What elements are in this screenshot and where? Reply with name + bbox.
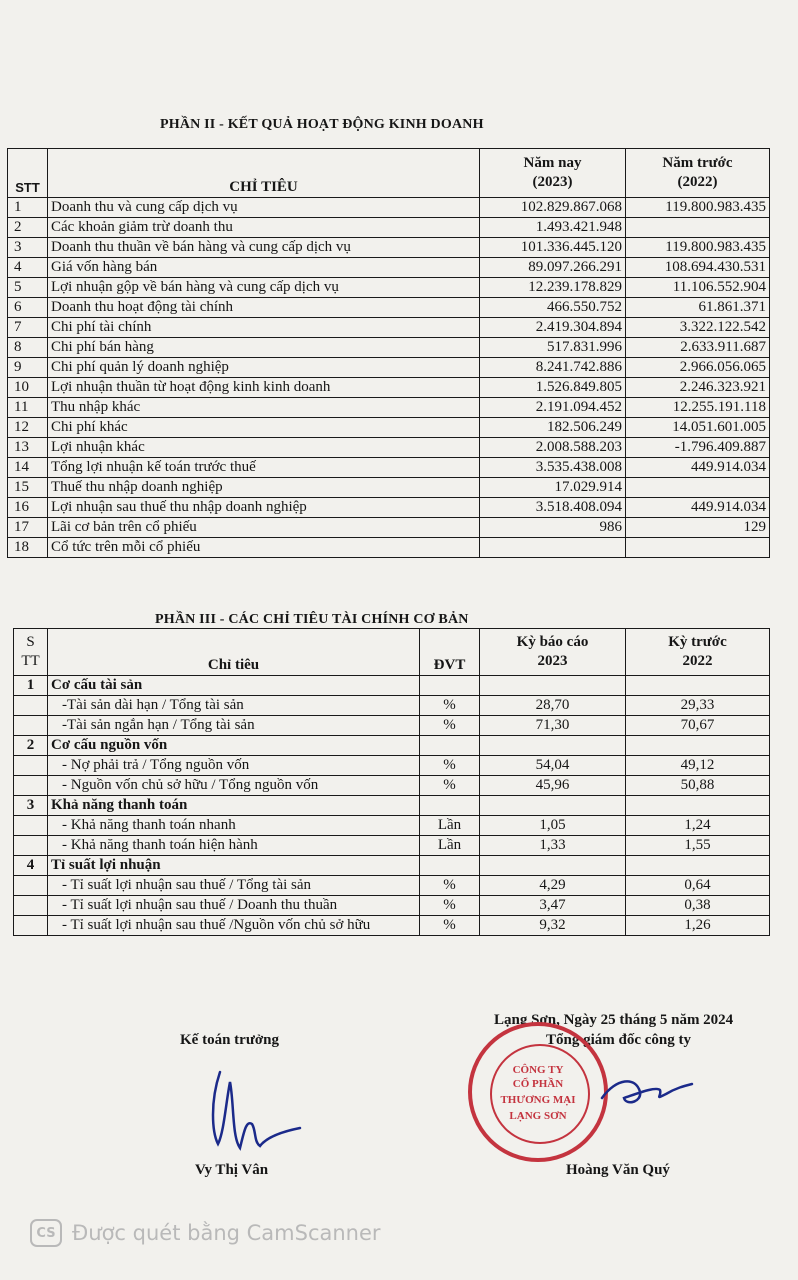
row-value-2022: 14.051.601.005	[626, 418, 770, 438]
row-value-2023	[480, 736, 626, 756]
row-stt: 1	[8, 198, 48, 218]
row-stt	[14, 756, 48, 776]
row-unit: %	[420, 696, 480, 716]
part3-header-ky-truoc-year: 2022	[682, 653, 713, 669]
part3-table-body	[14, 676, 770, 936]
row-value-2022	[626, 796, 770, 816]
row-stt: 12	[8, 418, 48, 438]
row-value-2022: 0,38	[626, 896, 770, 916]
row-stt: 18	[8, 538, 48, 558]
row-stt: 16	[8, 498, 48, 518]
row-stt: 17	[8, 518, 48, 538]
part2-header-nam-nay-year: (2023)	[532, 174, 573, 190]
part2-header-nam-truoc	[626, 149, 770, 198]
row-unit	[420, 856, 480, 876]
row-stt: 5	[8, 278, 48, 298]
row-value-2023: 1.493.421.948	[480, 218, 626, 238]
row-stt: 3	[8, 238, 48, 258]
camscanner-text: Được quét bằng CamScanner	[72, 1221, 381, 1245]
part2-table	[7, 148, 770, 558]
row-value-2022: 119.800.983.435	[626, 238, 770, 258]
row-label: Doanh thu thuần về bán hàng và cung cấp dịch vụ	[48, 238, 480, 258]
part3-header-ky-bao-cao	[480, 629, 626, 676]
table-row	[8, 318, 770, 338]
camscanner-logo-icon: CS	[30, 1219, 62, 1247]
row-value-2023: 12.239.178.829	[480, 278, 626, 298]
row-label: Khả năng thanh toán	[48, 796, 420, 816]
row-unit: Lần	[420, 836, 480, 856]
table-row	[14, 916, 770, 936]
row-label: Chi phí khác	[48, 418, 480, 438]
row-label: -Tài sản dài hạn / Tổng tài sản	[48, 696, 420, 716]
row-label: Doanh thu và cung cấp dịch vụ	[48, 198, 480, 218]
part3-header-ky-bao-cao-year: 2023	[537, 653, 568, 669]
row-value-2023: 28,70	[480, 696, 626, 716]
part3-header-ky-bao-cao-label: Kỳ báo cáo	[516, 634, 589, 650]
table-row	[14, 736, 770, 756]
row-label: - Nợ phải trả / Tổng nguồn vốn	[48, 756, 420, 776]
row-stt: 7	[8, 318, 48, 338]
row-stt	[14, 696, 48, 716]
row-value-2023: 1,05	[480, 816, 626, 836]
camscanner-watermark	[30, 1218, 381, 1248]
table-row	[14, 696, 770, 716]
row-value-2022: 11.106.552.904	[626, 278, 770, 298]
row-label: -Tài sản ngắn hạn / Tổng tài sản	[48, 716, 420, 736]
table-row	[14, 676, 770, 696]
row-unit: %	[420, 776, 480, 796]
row-unit	[420, 796, 480, 816]
row-label: Giá vốn hàng bán	[48, 258, 480, 278]
part2-header-stt: STT	[8, 149, 48, 198]
row-stt: 14	[8, 458, 48, 478]
row-value-2022: 449.914.034	[626, 458, 770, 478]
chief-accountant-title: Kế toán trưởng	[180, 1032, 279, 1048]
row-label: Lợi nhuận khác	[48, 438, 480, 458]
row-value-2023: 4,29	[480, 876, 626, 896]
row-value-2022	[626, 478, 770, 498]
row-stt: 15	[8, 478, 48, 498]
row-unit: %	[420, 716, 480, 736]
row-value-2023: 1.526.849.805	[480, 378, 626, 398]
row-label: Thuế thu nhập doanh nghiệp	[48, 478, 480, 498]
table-row	[14, 816, 770, 836]
row-stt: 2	[8, 218, 48, 238]
table-row	[14, 856, 770, 876]
row-stt: 6	[8, 298, 48, 318]
table-row	[8, 398, 770, 418]
table-row	[8, 298, 770, 318]
part3-table	[13, 628, 770, 936]
row-value-2023: 2.008.588.203	[480, 438, 626, 458]
row-label: - Khả năng thanh toán hiện hành	[48, 836, 420, 856]
part3-header-stt-line1: S	[26, 634, 35, 650]
row-value-2023	[480, 856, 626, 876]
table-row	[8, 518, 770, 538]
part2-table-body	[8, 198, 770, 558]
row-label: - Khả năng thanh toán nhanh	[48, 816, 420, 836]
row-value-2023	[480, 676, 626, 696]
row-unit	[420, 736, 480, 756]
row-value-2022: 61.861.371	[626, 298, 770, 318]
chief-accountant-name: Vy Thị Vân	[195, 1162, 269, 1178]
part2-title: PHẦN II - KẾT QUẢ HOẠT ĐỘNG KINH DOANH	[160, 117, 484, 132]
row-value-2022: 70,67	[626, 716, 770, 736]
row-value-2022: 1,26	[626, 916, 770, 936]
table-row	[8, 418, 770, 438]
part3-header-chi-tieu: Chỉ tiêu	[48, 629, 420, 676]
row-unit: %	[420, 896, 480, 916]
row-value-2022	[626, 856, 770, 876]
row-stt: 11	[8, 398, 48, 418]
row-value-2022: 2.633.911.687	[626, 338, 770, 358]
row-value-2023: 466.550.752	[480, 298, 626, 318]
row-label: Chi phí quản lý doanh nghiệp	[48, 358, 480, 378]
row-stt	[14, 836, 48, 856]
part2-header-nam-truoc-label: Năm trước	[662, 155, 733, 171]
table-row	[8, 498, 770, 518]
row-value-2022: 1,24	[626, 816, 770, 836]
row-value-2023: 1,33	[480, 836, 626, 856]
row-label: - Tỉ suất lợi nhuận sau thuế /Nguồn vốn chủ sở hữu	[48, 916, 420, 936]
row-label: - Tỉ suất lợi nhuận sau thuế / Tổng tài sản	[48, 876, 420, 896]
part2-header-chi-tieu: CHỈ TIÊU	[48, 149, 480, 198]
row-label: Cơ cấu nguồn vốn	[48, 736, 420, 756]
row-value-2022: 108.694.430.531	[626, 258, 770, 278]
signature-left-icon	[200, 1062, 310, 1157]
part3-header-stt	[14, 629, 48, 676]
table-row	[8, 278, 770, 298]
row-unit: %	[420, 756, 480, 776]
table-row	[8, 458, 770, 478]
row-value-2022	[626, 538, 770, 558]
row-value-2022: 29,33	[626, 696, 770, 716]
part2-header-nam-truoc-year: (2022)	[677, 174, 718, 190]
row-label: Tổng lợi nhuận kế toán trước thuế	[48, 458, 480, 478]
row-value-2023: 54,04	[480, 756, 626, 776]
row-value-2022: 449.914.034	[626, 498, 770, 518]
row-unit: Lần	[420, 816, 480, 836]
part3-title: PHẦN III - CÁC CHỈ TIÊU TÀI CHÍNH CƠ BẢN	[155, 612, 469, 627]
part3-header-ky-truoc-label: Kỳ trước	[668, 634, 727, 650]
row-value-2022: 2.246.323.921	[626, 378, 770, 398]
row-label: Tỉ suất lợi nhuận	[48, 856, 420, 876]
row-value-2023	[480, 538, 626, 558]
row-value-2022: 129	[626, 518, 770, 538]
row-value-2023: 9,32	[480, 916, 626, 936]
row-value-2023: 517.831.996	[480, 338, 626, 358]
stamp-line1: CÔNG TY	[512, 1064, 564, 1076]
director-name: Hoàng Văn Quý	[566, 1162, 670, 1178]
part2-header-nam-nay	[480, 149, 626, 198]
row-value-2022: 3.322.122.542	[626, 318, 770, 338]
company-stamp	[468, 1022, 608, 1162]
table-row	[8, 218, 770, 238]
row-label: Cổ tức trên mỗi cổ phiếu	[48, 538, 480, 558]
row-value-2022	[626, 676, 770, 696]
row-stt	[14, 916, 48, 936]
part3-header-stt-line2: TT	[21, 653, 40, 669]
row-unit	[420, 676, 480, 696]
row-value-2022	[626, 736, 770, 756]
row-value-2022: 119.800.983.435	[626, 198, 770, 218]
row-value-2022: -1.796.409.887	[626, 438, 770, 458]
row-value-2023: 2.419.304.894	[480, 318, 626, 338]
row-stt: 8	[8, 338, 48, 358]
row-value-2022: 0,64	[626, 876, 770, 896]
part2-header-row	[8, 149, 770, 198]
row-value-2023: 3,47	[480, 896, 626, 916]
table-row	[8, 438, 770, 458]
row-value-2023: 182.506.249	[480, 418, 626, 438]
table-row	[8, 258, 770, 278]
table-row	[8, 238, 770, 258]
row-stt: 13	[8, 438, 48, 458]
row-label: Các khoản giảm trừ doanh thu	[48, 218, 480, 238]
table-row	[8, 478, 770, 498]
row-value-2023: 45,96	[480, 776, 626, 796]
table-row	[14, 876, 770, 896]
row-stt: 2	[14, 736, 48, 756]
place-date: Lạng Sơn, Ngày 25 tháng 5 năm 2024	[494, 1012, 734, 1028]
row-label: Lãi cơ bản trên cổ phiếu	[48, 518, 480, 538]
row-stt	[14, 876, 48, 896]
row-label: Lợi nhuận thuần từ hoạt động kinh kinh doanh	[48, 378, 480, 398]
row-stt: 3	[14, 796, 48, 816]
row-stt: 1	[14, 676, 48, 696]
table-row	[8, 378, 770, 398]
row-value-2023: 71,30	[480, 716, 626, 736]
stamp-line2: CỔ PHẦN	[512, 1078, 564, 1090]
row-stt: 10	[8, 378, 48, 398]
table-row	[14, 896, 770, 916]
row-label: Lợi nhuận sau thuế thu nhập doanh nghiệp	[48, 498, 480, 518]
director-title: Tổng giám đốc công ty	[546, 1032, 692, 1048]
stamp-line3: THƯƠNG MẠI	[500, 1094, 576, 1106]
part3-header-dvt: ĐVT	[420, 629, 480, 676]
table-row	[8, 538, 770, 558]
table-row	[8, 338, 770, 358]
row-stt: 4	[14, 856, 48, 876]
table-row	[14, 776, 770, 796]
row-stt	[14, 896, 48, 916]
row-value-2023: 8.241.742.886	[480, 358, 626, 378]
row-unit: %	[420, 876, 480, 896]
row-label: Chi phí tài chính	[48, 318, 480, 338]
table-row	[14, 836, 770, 856]
row-label: - Nguồn vốn chủ sở hữu / Tổng nguồn vốn	[48, 776, 420, 796]
row-value-2022: 49,12	[626, 756, 770, 776]
row-label: Lợi nhuận gộp về bán hàng và cung cấp dịch vụ	[48, 278, 480, 298]
row-value-2023: 89.097.266.291	[480, 258, 626, 278]
row-label: Thu nhập khác	[48, 398, 480, 418]
row-value-2023: 3.535.438.008	[480, 458, 626, 478]
row-value-2023: 986	[480, 518, 626, 538]
row-stt	[14, 776, 48, 796]
table-row	[8, 358, 770, 378]
row-value-2023: 3.518.408.094	[480, 498, 626, 518]
row-value-2023: 102.829.867.068	[480, 198, 626, 218]
row-stt: 4	[8, 258, 48, 278]
table-row	[14, 756, 770, 776]
part3-header-row	[14, 629, 770, 676]
row-stt	[14, 816, 48, 836]
row-stt	[14, 716, 48, 736]
part2-header-nam-nay-label: Năm nay	[523, 155, 582, 171]
row-value-2022	[626, 218, 770, 238]
row-label: Chi phí bán hàng	[48, 338, 480, 358]
table-row	[14, 796, 770, 816]
row-value-2022: 50,88	[626, 776, 770, 796]
signature-right-icon	[596, 1068, 696, 1118]
table-row	[14, 716, 770, 736]
row-value-2022: 1,55	[626, 836, 770, 856]
row-label: - Tỉ suất lợi nhuận sau thuế / Doanh thu thuần	[48, 896, 420, 916]
row-value-2023	[480, 796, 626, 816]
row-unit: %	[420, 916, 480, 936]
row-value-2023: 2.191.094.452	[480, 398, 626, 418]
row-stt: 9	[8, 358, 48, 378]
row-label: Cơ cấu tài sản	[48, 676, 420, 696]
table-row	[8, 198, 770, 218]
row-label: Doanh thu hoạt động tài chính	[48, 298, 480, 318]
row-value-2022: 2.966.056.065	[626, 358, 770, 378]
row-value-2023: 101.336.445.120	[480, 238, 626, 258]
part3-header-ky-truoc	[626, 629, 770, 676]
row-value-2023: 17.029.914	[480, 478, 626, 498]
stamp-line4: LẠNG SƠN	[509, 1110, 567, 1122]
row-value-2022: 12.255.191.118	[626, 398, 770, 418]
